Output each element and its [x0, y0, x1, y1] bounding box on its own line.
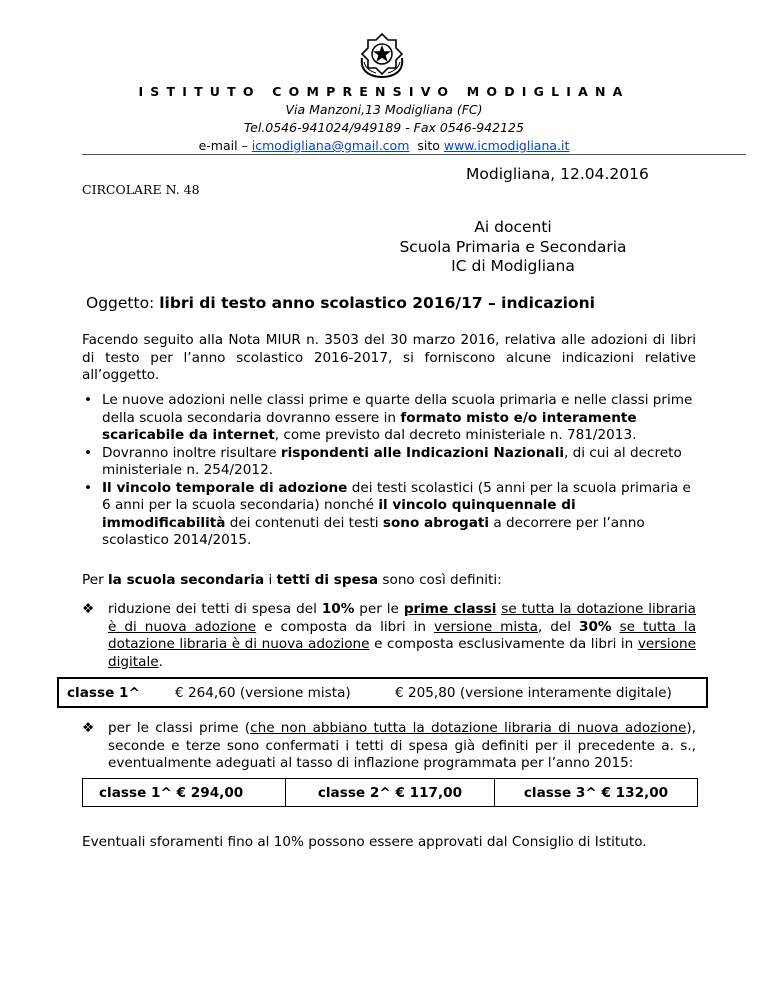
footer-note: Eventuali sforamenti fino al 10% possono essere approvati dal Consiglio di Istituto. — [82, 834, 647, 850]
secondary-intro: Per la scuola secondaria i tetti di spesa sono così definiti: — [82, 572, 502, 588]
reduced-caps-table — [57, 677, 708, 708]
confirmed-caps: ❖ per le classi prime (che non abbiano tutta la dotazione libraria di nuova adozione), seconde e terze sono confermati i tetti di spesa già definiti per il precedente a. s., eventualmente adeguati al tasso di inflazione programmata per l’anno 2015: — [82, 720, 696, 771]
list-item: • Il vincolo temporale di adozione dei testi scolastici (5 anni per la scuola primaria e 6 anni per la scuola secondaria) nonché il vincolo quinquennale di immodificabilità dei contenuti dei testi sono abrogati a decorrere per l’anno scolastico 2014/2015. — [84, 479, 691, 548]
table-row — [83, 779, 698, 807]
email-link[interactable]: icmodigliana@gmail.com — [251, 138, 410, 153]
school-contacts — [0, 137, 768, 155]
table-cell-class-3: classe 3^ € 132,00 — [523, 784, 669, 801]
bullet-icon: • — [84, 444, 93, 461]
school-address: Via Manzoni,13 Modigliana (FC) — [285, 102, 483, 117]
site-prefix: sito — [417, 138, 444, 153]
recipients — [380, 218, 646, 277]
subject-text: libri di testo anno scolastico 2016/17 – indicazioni — [159, 294, 595, 312]
four-diamond-icon: ❖ — [82, 720, 95, 736]
recipient-line: Ai docenti — [474, 218, 552, 236]
recipient-line: IC di Modigliana — [451, 257, 575, 275]
table-cell-mixed: € 264,60 (versione mista) — [175, 684, 351, 701]
spending-cap-reduction: ❖ riduzione dei tetti di spesa del 10% per le prime classi se tutta la dotazione libraria è di nuova adozione e composta da libri in versione mista, del 30% se tutta la dotazione libraria è di nuova adozione e composta esclusivamente da libri in versione digitale. — [82, 601, 697, 670]
table-cell-class-1: classe 1^ € 294,00 — [83, 779, 286, 807]
header-divider — [82, 154, 746, 155]
school-name: ISTITUTO COMPRENSIVO MODIGLIANA — [138, 84, 630, 99]
bullet-icon: • — [84, 479, 93, 496]
four-diamond-icon: ❖ — [82, 601, 95, 617]
recipient-line: Scuola Primaria e Secondaria — [399, 237, 627, 256]
document-date: Modigliana, 12.04.2016 — [466, 165, 649, 183]
table-row — [58, 678, 707, 707]
website-link[interactable]: www.icmodigliana.it — [443, 138, 570, 153]
confirmed-caps-table — [82, 778, 698, 807]
list-item: • Le nuove adozioni nelle classi prime e quarte della scuola primaria e nelle classi prime della scuola secondaria dovranno essere in formato misto e/o interamente scaricabile da internet, come previsto dal decreto ministeriale n. 781/2013. — [84, 392, 693, 443]
republic-emblem-icon — [356, 28, 408, 80]
table-cell-digital: € 205,80 (versione interamente digitale) — [395, 684, 672, 701]
circular-number: CIRCOLARE N. 48 — [82, 182, 200, 197]
requirements-list — [82, 392, 696, 550]
school-phone: Tel.0546-941024/949189 - Fax 0546-942125 — [244, 120, 524, 135]
bullet-icon: • — [84, 392, 93, 408]
table-cell-class: classe 1^ — [67, 684, 140, 701]
intro-paragraph: Facendo seguito alla Nota MIUR n. 3503 del 30 marzo 2016, relativa alle adozioni di libri di testo per l’anno scolastico 2016-2017, si forniscono alcune indicazioni relative all’oggetto. — [82, 332, 696, 383]
table-cell-class-2: classe 2^ € 117,00 — [285, 779, 494, 807]
subject-line — [86, 294, 595, 312]
subject-label: Oggetto: — [86, 294, 160, 312]
email-prefix: e-mail – — [198, 138, 252, 153]
list-item: • Dovranno inoltre risultare rispondenti alle Indicazioni Nazionali, di cui al decreto ministeriale n. 254/2012. — [84, 444, 682, 478]
